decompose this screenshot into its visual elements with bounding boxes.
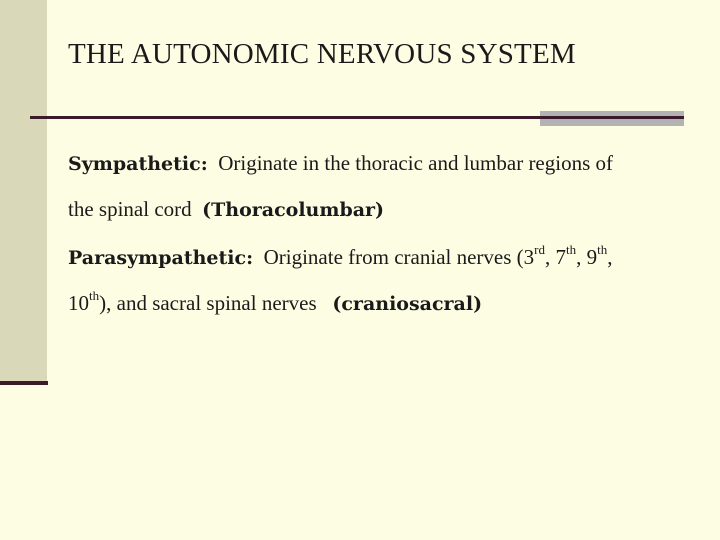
parasympathetic-text-b: , 7 (545, 245, 567, 269)
sympathetic-line-1 (68, 140, 698, 186)
title-rule-extension (540, 116, 684, 119)
sympathetic-label: Sympathetic: (68, 153, 208, 175)
superscript-rd: rd (534, 242, 546, 257)
title-rule (30, 116, 540, 119)
parasympathetic-label: Parasympathetic: (68, 247, 254, 269)
left-accent-bar (0, 0, 47, 382)
left-accent-bar-foot (0, 381, 48, 385)
slide-body (68, 140, 698, 326)
superscript-th-10: th (89, 288, 100, 303)
superscript-th-7: th (566, 242, 577, 257)
sympathetic-text-2: the spinal cord (68, 197, 192, 221)
parasympathetic-text-d: , (607, 245, 613, 269)
parasympathetic-text-e: 10 (68, 291, 89, 315)
sympathetic-text-1: Originate in the thoracic and lumbar regions of (218, 151, 614, 175)
parasympathetic-line-2 (68, 280, 698, 326)
parasympathetic-term: (craniosacral) (332, 293, 483, 315)
sympathetic-term: (Thoracolumbar) (202, 199, 385, 221)
slide-title: THE AUTONOMIC NERVOUS SYSTEM (68, 38, 576, 70)
sympathetic-line-2 (68, 186, 698, 232)
parasympathetic-line-1 (68, 234, 698, 280)
parasympathetic-text-f: ), and sacral spinal nerves (99, 291, 317, 315)
parasympathetic-text-a: Originate from cranial nerves (3 (263, 245, 535, 269)
superscript-th-9: th (597, 242, 608, 257)
parasympathetic-text-c: , 9 (576, 245, 598, 269)
